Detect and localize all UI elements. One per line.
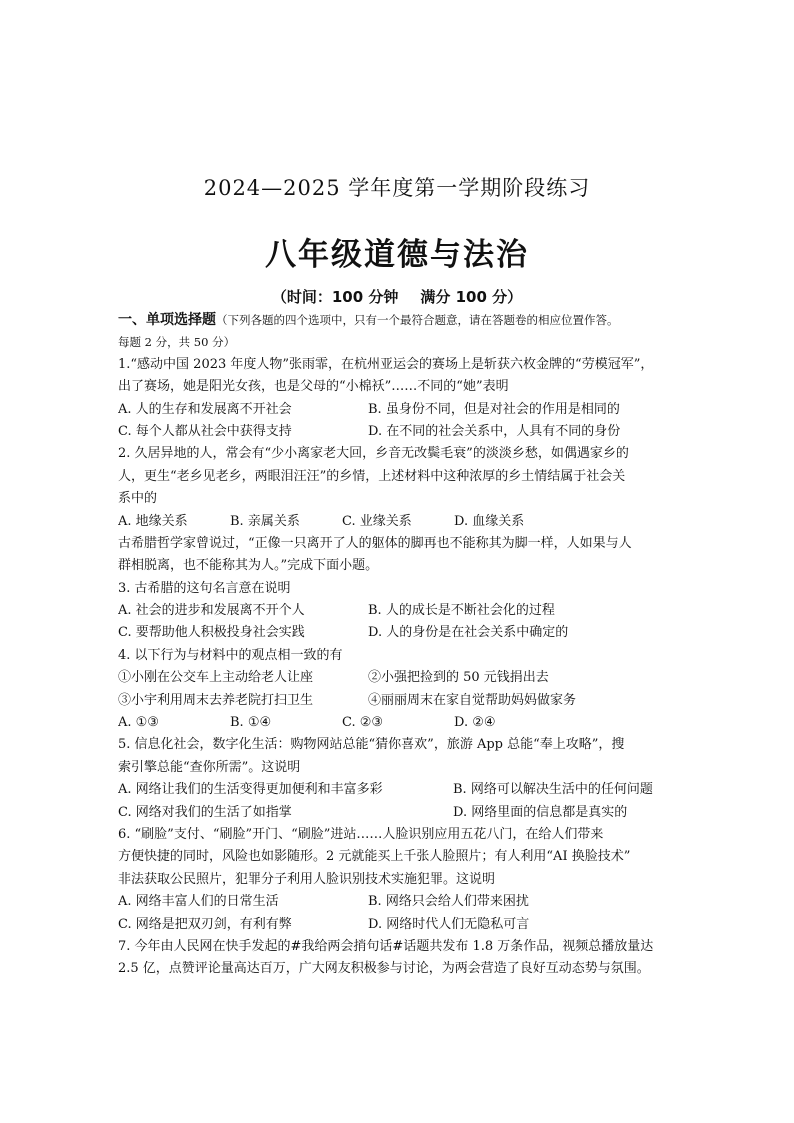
q6-option-b: B. 网络只会给人们带来困扰	[368, 894, 529, 910]
q6-options-row	[118, 891, 684, 913]
q1-option-c: C. 每个人都从社会中获得支持	[118, 423, 292, 439]
q1-options-row	[118, 399, 684, 421]
q1-option-a: A. 人的生存和发展离不开社会	[118, 401, 292, 417]
subject-title: 八年级道德与法治	[265, 237, 529, 273]
q1-option-b: B. 虽身份不同，但是对社会的作用是相同的	[368, 401, 620, 417]
q5-option-c: C. 网络对我们的生活了如指掌	[118, 804, 292, 820]
q5-option-b: B. 网络可以解决生活中的任何问题	[453, 782, 653, 798]
q3-option-a: A. 社会的进步和发展离不开个人	[118, 603, 305, 619]
exam-info	[0, 286, 794, 307]
q2-stem-line: 系中的	[118, 491, 158, 507]
q5-stem-line: 5. 信息化社会，数字化生活：购物网站总能“猜你喜欢”，旅游 App 总能“奉上攻略”，搜	[118, 737, 625, 753]
q5-options-row	[118, 802, 684, 824]
q5-option-a: A. 网络让我们的生活变得更加便利和丰富多彩	[118, 782, 383, 798]
q6-options-row	[118, 914, 684, 936]
q5-options-row	[118, 779, 684, 801]
q3-options-row	[118, 600, 684, 622]
q2-stem-line: 2. 久居异地的人，常会有“少小离家老大回，乡音无改鬓毛衰”的淡淡乡愁，如偶遇家乡的	[118, 446, 629, 462]
q2-option-b: B. 亲属关系	[230, 513, 300, 529]
q2-option-a: A. 地缘关系	[118, 513, 188, 529]
q4-items-row	[118, 667, 684, 689]
q3-option-c: C. 要帮助他人积极投身社会实践	[118, 625, 305, 641]
q6-stem-line: 非法获取公民照片，犯罪分子利用人脸识别技术实施犯罪。这说明	[118, 871, 496, 887]
q3-options-row	[118, 622, 684, 644]
q6-option-c: C. 网络是把双刃剑，有利有弊	[118, 916, 292, 932]
q4-option-d: D. ②④	[454, 715, 496, 731]
q4-item-1: ①小刚在公交车上主动给老人让座	[118, 670, 314, 686]
q7-stem-line: 7. 今年由人民网在快手发起的#我给两会捎句话#话题共发布 1.8 万条作品，视频总播放量达	[118, 938, 654, 954]
q2-option-c: C. 业缘关系	[342, 513, 412, 529]
q5-option-d: D. 网络里面的信息都是真实的	[453, 804, 628, 820]
q5-stem-line: 索引擎总能“查你所需”。这说明	[118, 759, 301, 775]
q1-options-row	[118, 421, 684, 443]
q6-option-a: A. 网络丰富人们的日常生活	[118, 894, 279, 910]
q1-stem-line: 1.“感动中国 2023 年度人物”张雨霏，在杭州亚运会的赛场上是斩获六枚金牌的“劳模冠军”，	[118, 356, 654, 372]
question-content	[118, 309, 684, 981]
q4-item-2: ②小强把捡到的 50 元钱捐出去	[368, 670, 549, 686]
q6-option-d: D. 网络时代人们无隐私可言	[368, 916, 530, 932]
section-score-note: 每题 2 分，共 50 分）	[118, 335, 236, 350]
q4-item-3: ③小宇利用周末去养老院打扫卫生	[118, 692, 314, 708]
q4-item-4: ④丽丽周末在家自觉帮助妈妈做家务	[368, 692, 577, 708]
q4-option-c: C. ②③	[342, 715, 384, 731]
material-line: 古希腊哲学家曾说过，“正像一只离开了人的躯体的脚再也不能称其为脚一样，人如果与人	[118, 535, 632, 551]
q3-option-b: B. 人的成长是不断社会化的过程	[368, 603, 555, 619]
q4-items-row	[118, 690, 684, 712]
q7-stem-line: 2.5 亿，点赞评论量高达百万，广大网友积极参与讨论，为两会营造了良好互动态势与氛围。	[118, 961, 650, 977]
full-score: 满分 100 分）	[420, 288, 523, 306]
q6-stem-line: 6. “刷脸”支付、“刷脸”开门、“刷脸”进站……人脸识别应用五花八门，在给人们带来	[118, 826, 604, 842]
q4-option-a: A. ①③	[118, 715, 159, 731]
q4-options-row	[118, 712, 684, 734]
time-limit: （时间：100 分钟	[271, 288, 399, 306]
q1-stem-line: 出了赛场，她是阳光女孩，也是父母的“小棉袄”……不同的“她”表明	[118, 379, 509, 395]
q3-stem-line: 3. 古希腊的这句名言意在说明	[118, 580, 291, 596]
section-title: 一、单项选择题	[118, 312, 216, 328]
exam-title: 2024—2025 学年度第一学期阶段练习	[203, 176, 591, 200]
material-line: 群相脱离，也不能称其为人。”完成下面小题。	[118, 558, 379, 574]
section-instructions: （下列各题的四个选项中，只有一个最符合题意，请在答题卷的相应位置作答。	[216, 313, 619, 327]
q4-option-b: B. ①④	[230, 715, 272, 731]
section-header	[118, 309, 684, 331]
q3-option-d: D. 人的身份是在社会关系中确定的	[368, 625, 569, 641]
q4-stem-line: 4. 以下行为与材料中的观点相一致的有	[118, 647, 343, 663]
q2-option-d: D. 血缘关系	[454, 513, 525, 529]
q2-options-row	[118, 511, 684, 533]
q2-stem-line: 人，更生“老乡见老乡，两眼泪汪汪”的乡情，上述材料中这种浓厚的乡土情结属于社会关	[118, 468, 626, 484]
q1-option-d: D. 在不同的社会关系中，人具有不同的身份	[368, 423, 621, 439]
q6-stem-line: 方便快捷的同时，风险也如影随形。2 元就能买上千张人脸照片；有人利用“AI 换脸技术”	[118, 849, 631, 865]
